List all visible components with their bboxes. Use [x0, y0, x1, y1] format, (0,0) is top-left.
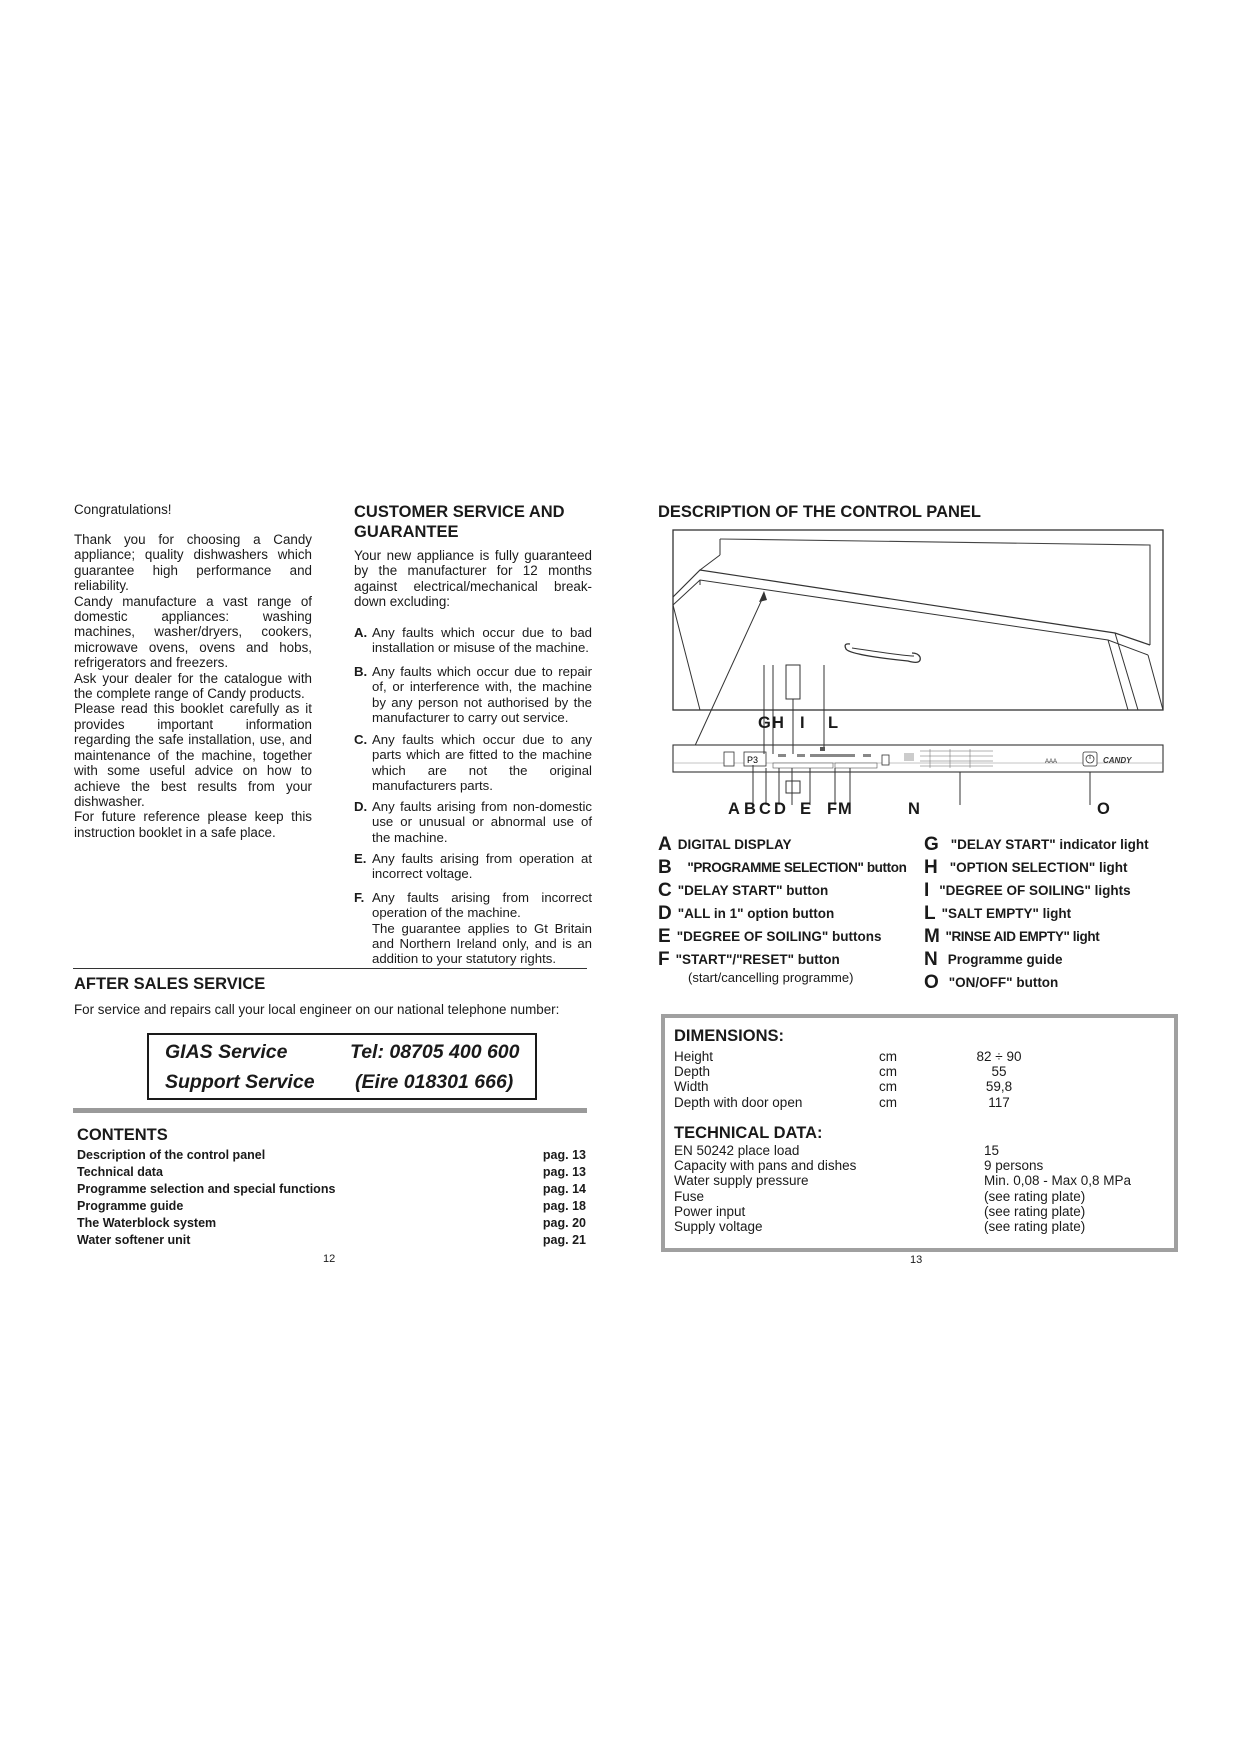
after-sales-title: AFTER SALES SERVICE [74, 975, 266, 993]
dimension-unit: cm [879, 1064, 897, 1079]
guarantee-intro: Your new appliance is fully guaranteed by the manufacturer for 12 months against electrical/mechanical break-down excluding: [354, 548, 592, 610]
dimension-value: 82 ÷ 90 [976, 1049, 1022, 1064]
intro-paragraph-4: Please read this booklet carefully as it provides important information regarding the safe installation, use, and maintenance of the machine, together with some useful advice on how to achieve the best results from your dishwasher. [74, 701, 312, 809]
diagram-label-f: F [827, 800, 838, 818]
technical-label: Supply voltage [674, 1219, 763, 1234]
intro-paragraph-1: Thank you for choosing a Candy appliance; quality dishwashers which guarantee high performance and reliability. [74, 532, 312, 594]
contents-row[interactable]: Programme guide pag. 18 [77, 1199, 586, 1213]
contents-divider [73, 1108, 587, 1113]
diagram-label-m: M [838, 800, 852, 818]
service-tel-1: Tel: 08705 400 600 [350, 1041, 520, 1063]
intro-greeting: Congratulations! [74, 502, 172, 517]
service-name-1: GIAS Service [165, 1041, 288, 1063]
technical-label: Water supply pressure [674, 1173, 809, 1188]
technical-box [661, 1014, 1178, 1252]
dimension-label: Depth with door open [674, 1095, 803, 1110]
control-item-b: B "PROGRAMME SELECTION" button [658, 857, 907, 878]
control-item-c: C "DELAY START" button [658, 880, 829, 901]
control-panel-title: DESCRIPTION OF THE CONTROL PANEL [658, 503, 981, 521]
technical-value: (see rating plate) [984, 1189, 1086, 1204]
control-item-d: D "ALL in 1" option button [658, 903, 835, 924]
panel-display-text: P3 [747, 755, 759, 765]
control-item-f-note: (start/cancelling programme) [688, 970, 854, 985]
technical-value: (see rating plate) [984, 1219, 1086, 1234]
control-item-h: H "OPTION SELECTION" light [924, 857, 1128, 878]
technical-value: (see rating plate) [984, 1204, 1086, 1219]
diagram-label-a: A [728, 800, 740, 818]
diagram-label-c: C [759, 800, 771, 818]
guarantee-item-a: A. Any faults which occur due to bad installation or misuse of the machine. [354, 625, 592, 656]
dimensions-title: DIMENSIONS: [674, 1027, 785, 1045]
section-divider [73, 968, 587, 969]
control-item-a: A DIGITAL DISPLAY [658, 834, 792, 855]
intro-paragraph-5: For future reference please keep this instruction booklet in a safe place. [74, 809, 312, 840]
after-sales-text: For service and repairs call your local engineer on our national telephone number: [74, 1002, 560, 1017]
contents-row[interactable]: Programme selection and special functions pag. 14 [77, 1182, 586, 1196]
guarantee-item-b: B. Any faults which occur due to repair of, or interference with, the machine by any person not authorised by the manufacturer to carry out service. [354, 664, 592, 725]
dimension-label: Height [674, 1049, 714, 1064]
service-phone-box [147, 1033, 537, 1100]
technical-label: Power input [674, 1204, 746, 1219]
control-item-f: F "START"/"RESET" button [658, 949, 840, 970]
panel-rating-label: AAA [1045, 759, 1058, 765]
guarantee-item-f: F. Any faults arising from incorrect operation of the machine. The guarantee applies to Gt Britain and Northern Ireland only, and is an addition to your statutory rights. [354, 890, 592, 967]
contents-row[interactable]: The Waterblock system pag. 20 [77, 1216, 586, 1230]
contents-title: CONTENTS [77, 1126, 168, 1144]
panel-brand-logo: CANDY [1103, 756, 1132, 765]
control-item-o: O "ON/OFF" button [924, 972, 1059, 993]
technical-value: 9 persons [984, 1158, 1044, 1173]
control-item-g: G "DELAY START" indicator light [924, 834, 1149, 855]
intro-paragraph-3: Ask your dealer for the catalogue with the complete range of Candy products. [74, 670, 312, 702]
technical-title: TECHNICAL DATA: [674, 1124, 823, 1142]
service-tel-2: (Eire 018301 666) [355, 1071, 514, 1093]
technical-label: EN 50242 place load [674, 1143, 800, 1158]
page-number-right: 13 [910, 1254, 923, 1266]
diagram-label-g: G [758, 714, 771, 732]
service-name-2: Support Service [165, 1071, 315, 1093]
page-number-left: 12 [323, 1253, 336, 1265]
guarantee-item-c: C. Any faults which occur due to any parts which are fitted to the machine which are not the original manufacturers parts. [354, 732, 592, 793]
control-item-m: M "RINSE AID EMPTY" light [924, 926, 1100, 947]
contents-row[interactable]: Technical data pag. 13 [77, 1165, 586, 1179]
contents-row[interactable]: Water softener unit pag. 21 [77, 1233, 586, 1247]
diagram-label-b: B [744, 800, 756, 818]
dimension-label: Depth [674, 1064, 711, 1079]
intro-text [74, 532, 312, 840]
dimension-unit: cm [879, 1049, 897, 1064]
technical-label: Fuse [674, 1189, 705, 1204]
dimension-value: 55 [991, 1064, 1007, 1079]
control-panel-diagram [660, 525, 1170, 825]
control-item-l: L "SALT EMPTY" light [924, 903, 1072, 924]
technical-label: Capacity with pans and dishes [674, 1158, 857, 1173]
diagram-label-d: D [774, 800, 786, 818]
dimension-unit: cm [879, 1079, 897, 1094]
dimension-label: Width [674, 1079, 709, 1094]
dimension-value: 59,8 [985, 1079, 1013, 1094]
guarantee-item-d: D. Any faults arising from non-domestic use or unusual or abnormal use of the machine. [354, 799, 592, 845]
control-item-e: E "DEGREE OF SOILING" buttons [658, 926, 882, 947]
contents-row[interactable]: Description of the control panel pag. 13 [77, 1148, 586, 1162]
guarantee-item-e: E. Any faults arising from operation at incorrect voltage. [354, 851, 592, 882]
dimension-value: 117 [988, 1095, 1010, 1110]
control-item-n: N Programme guide [924, 949, 1063, 970]
diagram-label-o: O [1097, 800, 1110, 818]
diagram-label-i: I [800, 714, 805, 732]
diagram-label-n: N [908, 800, 920, 818]
diagram-label-e: E [800, 800, 812, 818]
technical-value: 15 [984, 1143, 1000, 1158]
technical-value: Min. 0,08 - Max 0,8 MPa [984, 1173, 1132, 1188]
dimension-unit: cm [879, 1095, 897, 1110]
guarantee-title: CUSTOMER SERVICE AND GUARANTEE [354, 503, 565, 541]
intro-paragraph-2: Candy manufacture a vast range of domestic appliances: washing machines, washer/dryers, cookers, microwave ovens, ovens and hobs, refrigerators and freezers. [74, 593, 312, 671]
guarantee-footer: The guarantee applies to Gt Britain and Northern Ireland only, and is an addition to your statutory rights. [372, 920, 592, 967]
diagram-label-l: L [828, 714, 839, 732]
control-item-i: I "DEGREE OF SOILING" lights [924, 880, 1131, 901]
diagram-label-h: H [772, 714, 784, 732]
